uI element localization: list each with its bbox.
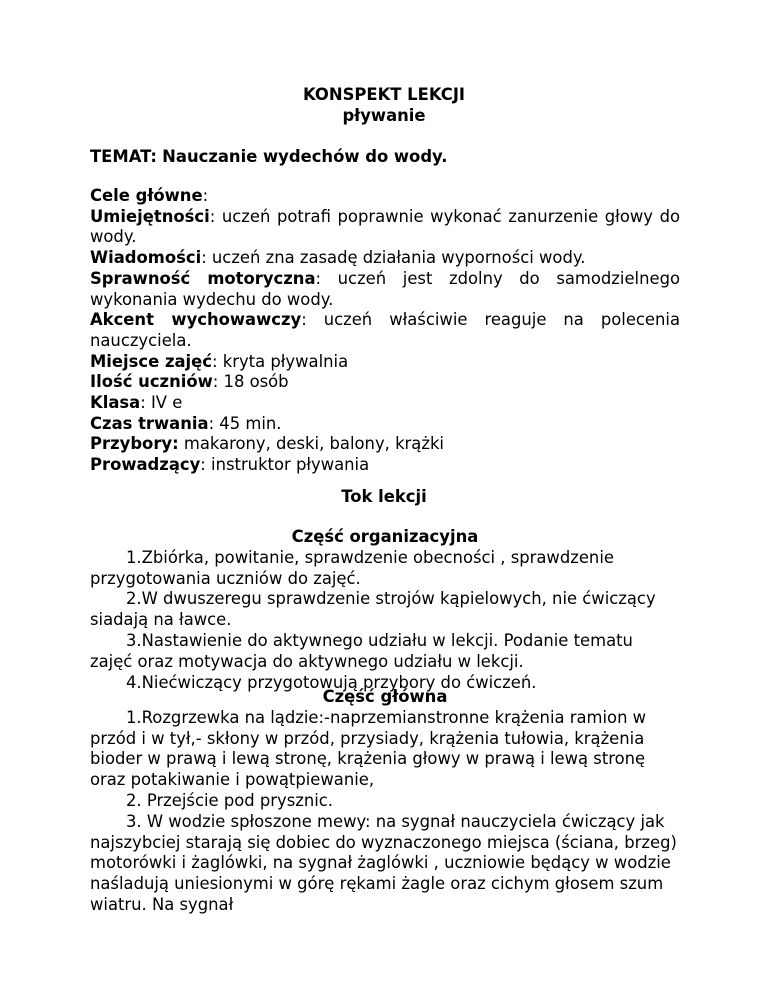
main-section <box>90 687 680 916</box>
leader-label: Prowadzący <box>90 455 201 475</box>
class-text: IV e <box>150 393 183 413</box>
education-row: Akcent wychowawczy: uczeń właściwie reaguje na polecenia nauczyciela. <box>90 310 680 350</box>
document-title: KONSPEKT LEKCJI <box>302 85 466 104</box>
duration-label: Czas trwania <box>90 413 209 433</box>
list-item: 1.Rozgrzewka na lądzie:-naprzemianstronne krążenia ramion w przód i w tył,- skłony w przód, przysiady, krążenia tułowia, krążenia bioder w prawą i lewą stronę, krążenia głowy w prawą i lewą stronę oraz potakiwanie i powątpiewanie, <box>90 707 647 790</box>
skills-text: uczeń potrafi poprawnie wykonać zanurzenie głowy do wody. <box>90 206 680 247</box>
motor-label: Sprawność motoryczna <box>90 268 316 288</box>
list-item: 2. Przejście pod prysznic. <box>126 790 334 810</box>
goals-label: Cele główne <box>90 186 203 205</box>
leader-row: Prowadzący: instruktor pływania <box>90 455 370 475</box>
topic-text: Nauczanie wydechów do wody. <box>162 147 448 166</box>
lesson-flow-title <box>0 486 768 507</box>
equipment-label: Przybory: <box>90 434 179 454</box>
lesson-topic <box>90 146 690 167</box>
education-label: Akcent wychowawczy <box>90 310 302 330</box>
students-label: Ilość uczniów <box>90 372 213 392</box>
class-label: Klasa <box>90 393 141 413</box>
knowledge-row: Wiadomości: uczeń zna zasadę działania wyporności wody. <box>90 248 586 268</box>
motor-row: Sprawność motoryczna: uczeń jest zdolny do samodzielnego wykonania wydechu do wody. <box>90 268 680 309</box>
list-item: 3.Nastawienie do aktywnego udziału w lekcji. Podanie tematu zajęć oraz motywacja do aktywnego udziału w lekcji. <box>90 630 633 671</box>
place-label: Miejsce zajęć <box>90 351 213 371</box>
organizational-heading: Część organizacyjna <box>291 527 479 546</box>
list-item: 4.Niećwiczący przygotowują przybory do ćwiczeń. <box>126 672 537 692</box>
class-row: Klasa: IV e <box>90 393 183 413</box>
lesson-flow-heading: Tok lekcji <box>341 487 427 506</box>
motor-text: uczeń jest zdolny do samodzielnego wykonania wydechu do wody. <box>90 268 680 309</box>
list-item: 3. W wodzie spłoszone mewy: na sygnał nauczyciela ćwiczący jak najszybciej starają się dobiec do wyznaczonego miejsca (ściana, brzeg) motorówki i żaglówki, na sygnał żaglówki , uczniowie będący w wodzie naśladują uniesionymi w górę rękami żagle oraz cichym głosem szum wiatru. Na sygnał <box>90 811 677 914</box>
document-subtitle: pływanie <box>342 106 426 125</box>
students-row: Ilość uczniów: 18 osób <box>90 372 289 392</box>
knowledge-text: uczeń zna zasadę działania wyporności wody. <box>211 248 586 268</box>
list-item: 1.Zbiórka, powitanie, sprawdzenie obecności , sprawdzenie przygotowania uczniów do zajęć. <box>90 547 614 588</box>
main-heading: Część główna <box>322 687 448 706</box>
equipment-text: makarony, deski, balony, krążki <box>183 434 444 454</box>
lesson-metadata <box>90 186 680 476</box>
knowledge-label: Wiadomości <box>90 248 202 268</box>
duration-row: Czas trwania: 45 min. <box>90 413 282 433</box>
leader-text: instruktor pływania <box>211 455 370 475</box>
goals-row: Cele główne: <box>90 186 209 205</box>
skills-label: Umiejętności <box>90 206 210 226</box>
document-header <box>0 84 768 126</box>
skills-row: Umiejętności: uczeń potrafi poprawnie wykonać zanurzenie głowy do wody. <box>90 206 680 247</box>
place-text: kryta pływalnia <box>222 351 349 371</box>
equipment-row <box>90 434 680 455</box>
topic-label: TEMAT: <box>90 147 157 166</box>
place-row: Miejsce zajęć: kryta pływalnia <box>90 351 349 371</box>
students-text: 18 osób <box>223 372 289 392</box>
education-text: uczeń właściwie reaguje na polecenia nauczyciela. <box>90 310 680 350</box>
duration-text: 45 min. <box>219 413 282 433</box>
list-item: 2.W dwuszeregu sprawdzenie strojów kąpielowych, nie ćwiczący siadają na ławce. <box>90 589 656 630</box>
organizational-section <box>90 527 680 693</box>
